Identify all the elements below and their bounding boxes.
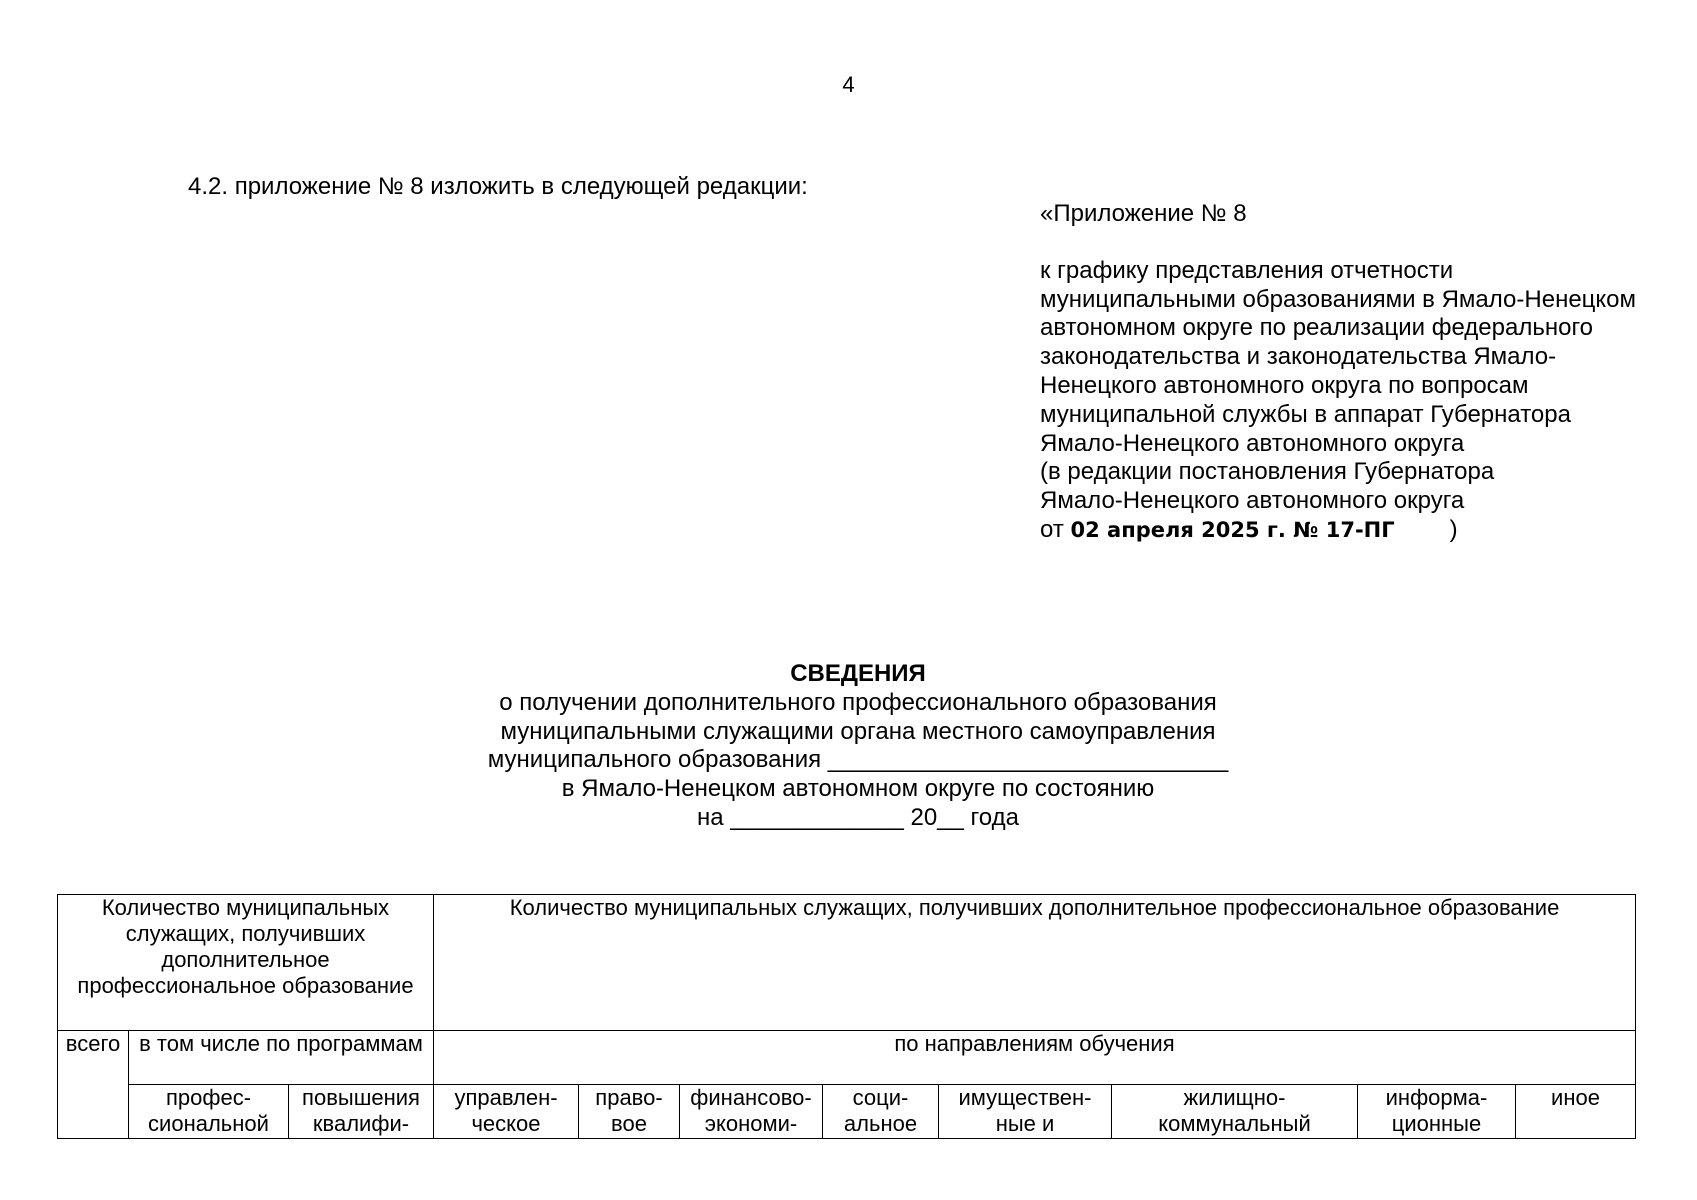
incl-programs-text: в том числе по программам <box>139 1031 423 1056</box>
heading-title: СВЕДЕНИЯ <box>790 660 926 687</box>
col-housing-text: жилищно- коммунальный <box>1158 1085 1311 1136</box>
incl-programs-cell <box>129 1031 434 1085</box>
document-heading <box>0 660 1697 833</box>
by-directions-cell <box>434 1031 1636 1085</box>
heading-line-3: муниципального образования ______________________________ <box>487 746 1229 774</box>
appendix-body: к графику представления отчетности муниципальными образованиями в Ямало-Ненецком автономном округе по реализации федерального законодательства и законодательства Ямало-Ненецкого автономного округа по вопросам муниципальной службы в аппарат Губернатора Ямало-Ненецкого автономного округа <box>1040 256 1637 457</box>
col-other-text: иное <box>1551 1085 1600 1110</box>
header-right-text: Количество муниципальных служащих, получивших дополнительное профессиональное образование <box>509 895 1560 920</box>
col-qualification <box>289 1085 434 1139</box>
appendix-title: «Приложение № 8 <box>1040 200 1247 227</box>
col-information <box>1358 1085 1516 1139</box>
appendix-edition-line-2: Ямало-Ненецкого автономного округа <box>1040 487 1465 515</box>
date-value: 02 апреля 2025 г. № 17-ПГ <box>1070 517 1395 542</box>
total-text: всего <box>65 1031 121 1056</box>
header-left-text: Количество муниципальных служащих, получивших дополнительное профессиональное образование <box>77 895 414 998</box>
col-professional <box>129 1085 289 1139</box>
col-property-text: имуществен- ные и <box>958 1085 1092 1136</box>
date-prefix: от <box>1040 515 1064 543</box>
by-directions-text: по направлениям обучения <box>894 1031 1175 1056</box>
header-left-cell <box>58 895 434 1031</box>
col-social-text: соци- альное <box>843 1085 918 1136</box>
data-table <box>57 894 1636 1139</box>
col-social <box>823 1085 939 1139</box>
col-finance <box>680 1085 823 1139</box>
col-information-text: информа- ционные <box>1385 1085 1488 1136</box>
col-professional-text: профес- сиональной <box>148 1085 269 1136</box>
appendix-edition-line-1: (в редакции постановления Губернатора <box>1040 458 1495 486</box>
col-legal-text: право- вое <box>595 1085 663 1136</box>
col-finance-text: финансово- экономи- <box>690 1085 812 1136</box>
page-number: 4 <box>842 72 855 97</box>
heading-line-1: о получении дополнительного профессионального образования <box>499 688 1217 716</box>
col-management <box>434 1085 579 1139</box>
total-cell <box>58 1031 129 1139</box>
heading-line-4: в Ямало-Ненецком автономном округе по состоянию <box>561 775 1155 803</box>
col-qualification-text: повышения квалифи- <box>302 1085 420 1136</box>
heading-line-5: на _____________ 20__ года <box>697 803 1019 831</box>
col-legal <box>579 1085 680 1139</box>
intro-paragraph: 4.2. приложение № 8 изложить в следующей редакции: <box>188 173 808 200</box>
heading-line-2: муниципальными служащими органа местного самоуправления <box>500 717 1216 745</box>
appendix-block <box>1040 200 1640 545</box>
col-property <box>939 1085 1112 1139</box>
col-housing <box>1112 1085 1358 1139</box>
col-other <box>1516 1085 1636 1139</box>
header-right-cell <box>434 895 1636 1031</box>
date-suffix: ) <box>1449 515 1458 543</box>
appendix-date-line <box>1040 516 1640 545</box>
col-management-text: управлен- ческое <box>454 1085 558 1136</box>
